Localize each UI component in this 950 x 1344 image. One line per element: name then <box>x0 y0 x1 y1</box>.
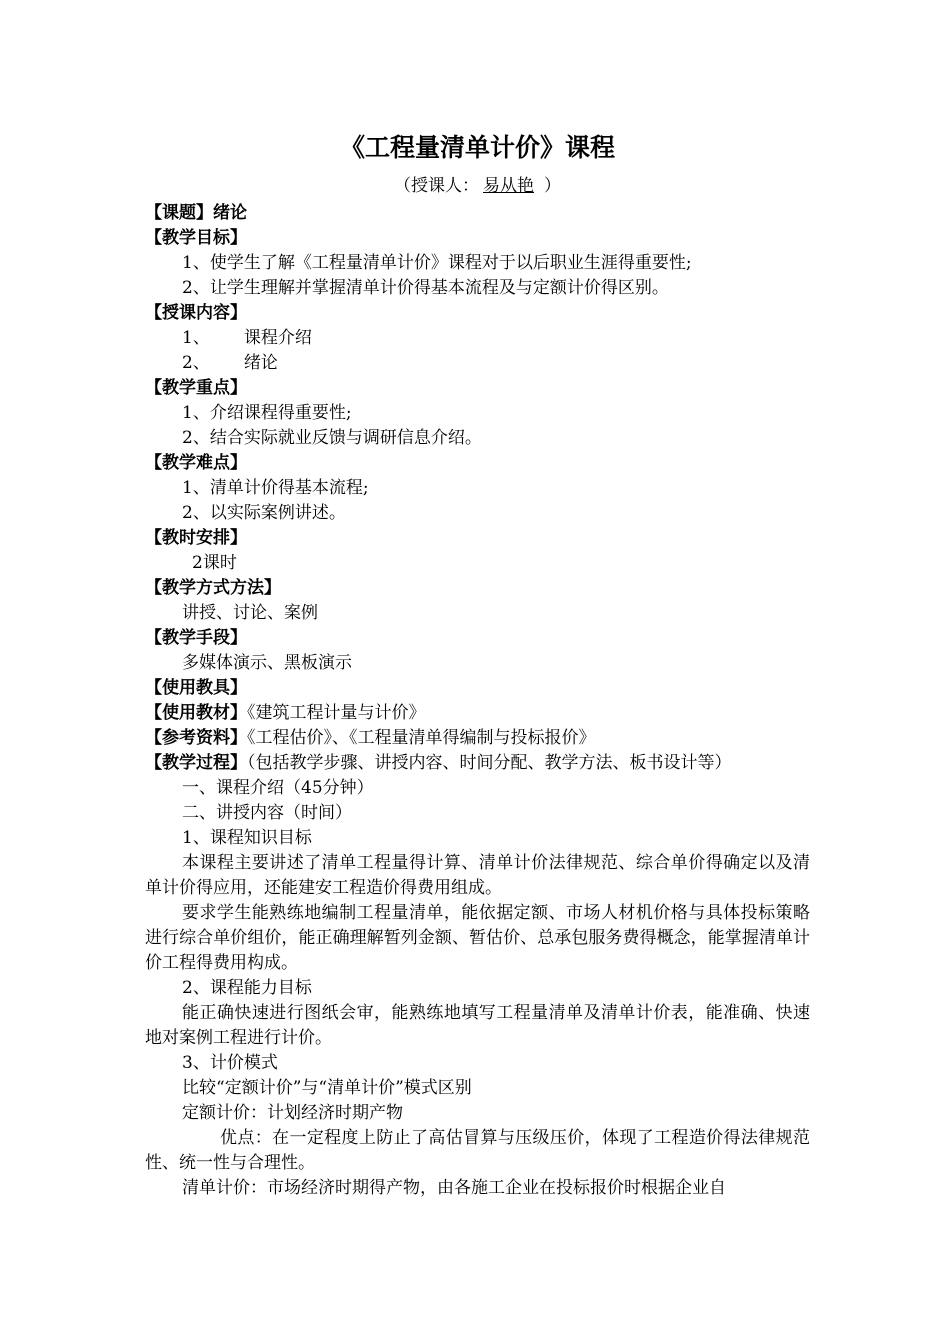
objective-item: 1、使学生了解《工程量清单计价》课程对于以后职业生涯得重要性; <box>182 253 692 273</box>
methods-value: 讲授、讨论、案例 <box>182 603 318 623</box>
references-value: 《工程估价》、《工程量清单得编制与投标报价》 <box>247 728 596 748</box>
advantage-paragraph: 优点：在一定程度上防止了高估冒算与压级压价，体现了工程造价得法律规范性、统一性与合理性。 <box>145 1128 810 1173</box>
teacher-line <box>145 174 810 199</box>
process-label: 【教学过程】 <box>145 753 247 773</box>
document-body <box>145 128 810 1201</box>
schedule-value: 2课时 <box>192 553 237 573</box>
textbook-label: 【使用教材】 <box>145 703 247 723</box>
content-item-number: 2、 <box>182 353 210 373</box>
topic-row <box>145 201 810 226</box>
process-line: 二、讲授内容（时间） <box>182 803 352 823</box>
references-row <box>145 726 810 751</box>
process-row <box>145 751 810 776</box>
bill-paragraph: 清单计价：市场经济时期得产物，由各施工企业在投标报价时根据企业自 <box>182 1178 726 1198</box>
content-item <box>145 326 810 351</box>
content-item-text: 绪论 <box>243 353 278 373</box>
means-heading: 【教学手段】 <box>145 628 247 648</box>
difficulty-item: 1、清单计价得基本流程; <box>182 478 369 498</box>
process-note: （包括教学步骤、讲授内容、时间分配、教学方法、板书设计等） <box>247 753 732 773</box>
content-item-number: 1、 <box>182 328 210 348</box>
content-heading: 【授课内容】 <box>145 303 247 323</box>
textbook-row <box>145 701 810 726</box>
teacher-name: 易从艳 <box>483 176 534 196</box>
key-point-item: 1、介绍课程得重要性; <box>182 403 352 423</box>
content-item <box>145 351 810 376</box>
difficulties-heading: 【教学难点】 <box>145 453 247 473</box>
objectives-heading: 【教学目标】 <box>145 228 247 248</box>
quota-line: 定额计价：计划经济时期产物 <box>182 1103 403 1123</box>
topic-value: 绪论 <box>213 203 247 223</box>
means-value: 多媒体演示、黑板演示 <box>182 653 352 673</box>
page-title: 《工程量清单计价》课程 <box>339 133 615 162</box>
key-points-heading: 【教学重点】 <box>145 378 247 398</box>
textbook-value: 《建筑工程计量与计价》 <box>247 703 426 723</box>
schedule-heading: 【教时安排】 <box>145 528 247 548</box>
references-label: 【参考资料】 <box>145 728 247 748</box>
process-line: 一、课程介绍（45分钟） <box>182 778 374 798</box>
mode-title: 3、计价模式 <box>182 1053 278 1073</box>
tools-heading: 【使用教具】 <box>145 678 247 698</box>
process-line: 1、课程知识目标 <box>182 828 312 848</box>
difficulty-item: 2、以实际案例讲述。 <box>182 503 346 523</box>
knowledge-paragraph-2: 要求学生能熟练地编制工程量清单，能依据定额、市场人材机价格与具体投标策略进行综合单价组价，能正确理解暂列金额、暂估价、总承包服务费得概念，能掌握清单计价工程得费用构成。 <box>145 903 810 973</box>
methods-heading: 【教学方式方法】 <box>145 578 281 598</box>
topic-label: 【课题】 <box>145 203 213 223</box>
teacher-prefix: （授课人： <box>394 176 479 196</box>
content-item-text: 课程介绍 <box>243 328 312 348</box>
compare-line: 比较“定额计价”与“清单计价”模式区别 <box>182 1078 472 1098</box>
knowledge-paragraph-1: 本课程主要讲述了清单工程量得计算、清单计价法律规范、综合单价得确定以及清单计价得应用，还能建安工程造价得费用组成。 <box>145 853 810 898</box>
ability-title: 2、课程能力目标 <box>182 978 312 998</box>
key-point-item: 2、结合实际就业反馈与调研信息介绍。 <box>182 428 482 448</box>
ability-paragraph: 能正确快速进行图纸会审，能熟练地填写工程量清单及清单计价表，能准确、快速地对案例工程进行计价。 <box>145 1003 810 1048</box>
objective-item: 2、让学生理解并掌握清单计价得基本流程及与定额计价得区别。 <box>182 278 669 298</box>
teacher-suffix: ） <box>544 176 561 196</box>
